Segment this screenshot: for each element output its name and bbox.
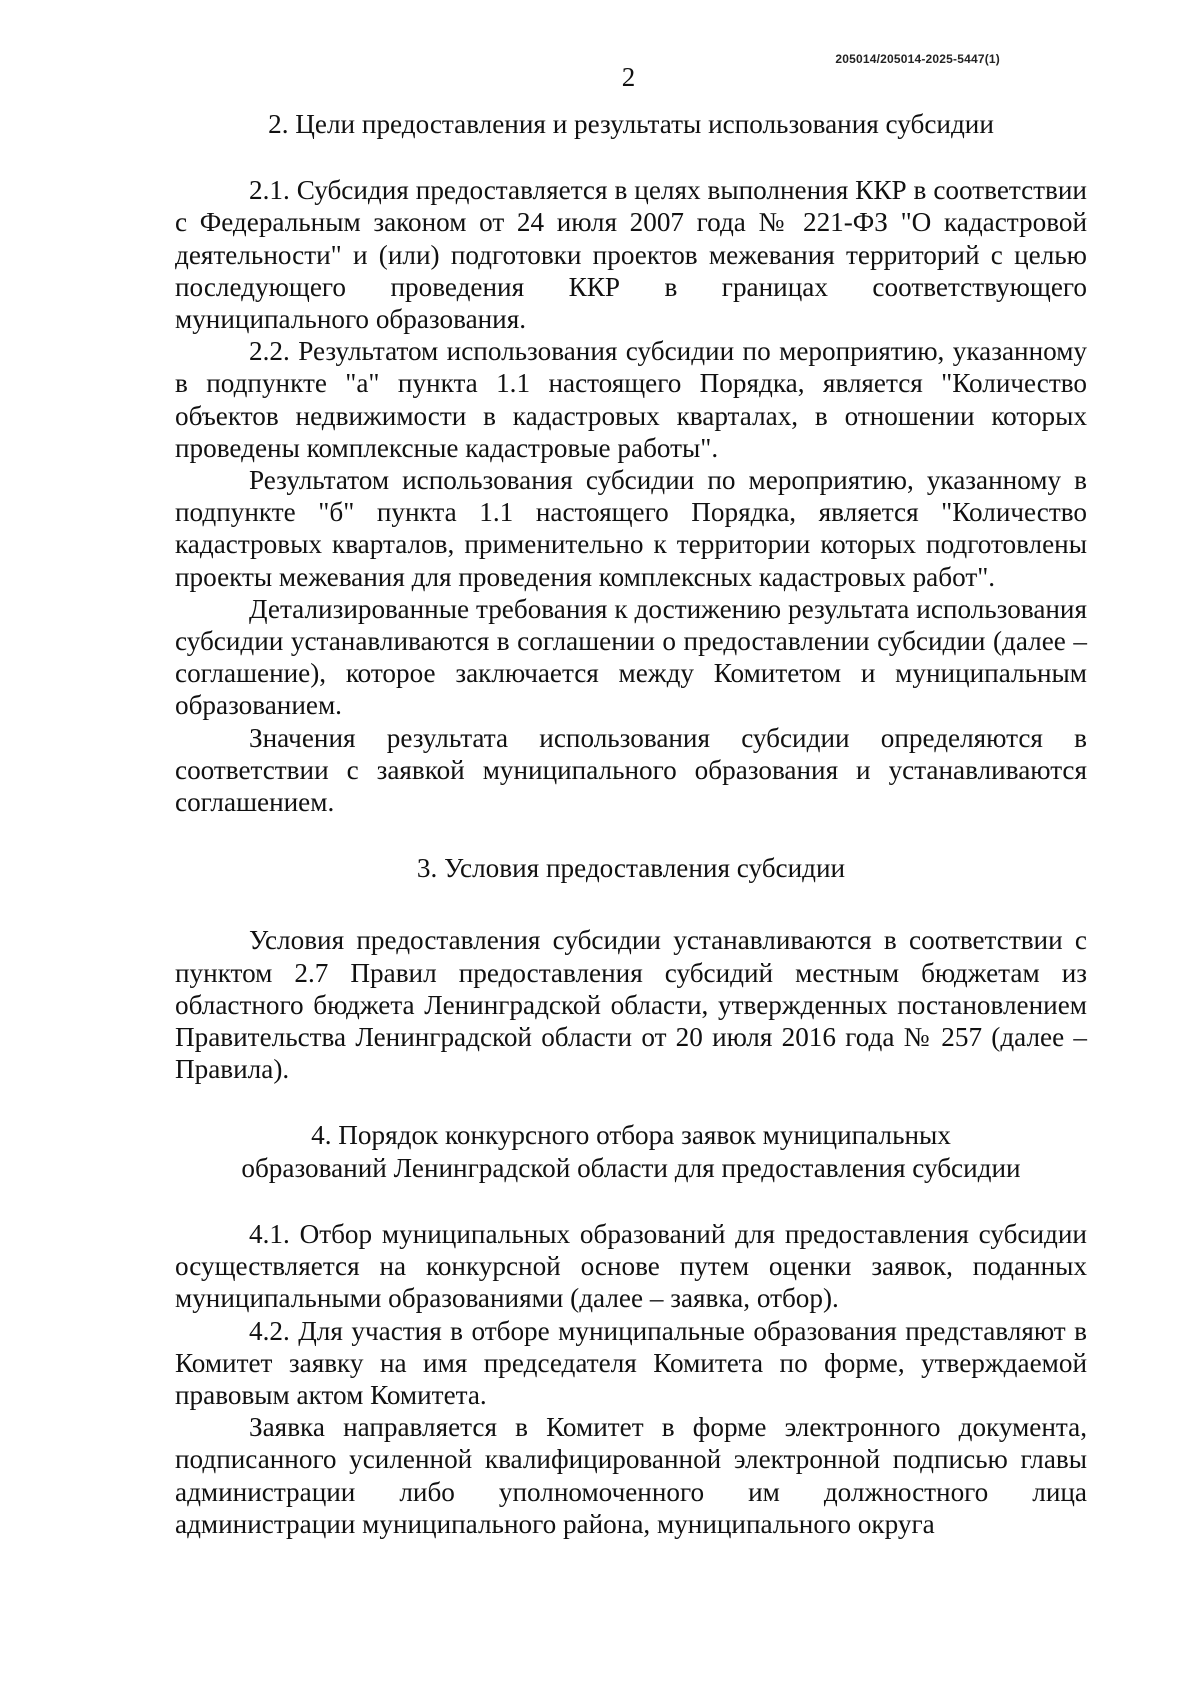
paragraph-2-2: 2.2. Результатом использования субсидии по мероприятию, указанному в подпункте "а" пункта 1.1 настоящего Порядка, является "Количество объектов недвижимости в кадастровых кварталах, в отношении которых проведены комплексные кадастровые работы". — [175, 336, 1087, 463]
document-id: 205014/205014-2025-5447(1) — [835, 52, 1000, 66]
section-4-title-line-2: образований Ленинградской области для предоставления субсидии — [241, 1152, 1021, 1183]
paragraph-2-details: Детализированные требования к достижению результата использования субсидии устанавливаются в соглашении о предоставлении субсидии (далее – соглашение), которое заключается между Комитетом и муниципальным образованием. — [175, 593, 1087, 721]
section-2-title: 2. Цели предоставления и результаты использования субсидии — [268, 109, 994, 139]
paragraph-4-2: 4.2. Для участия в отборе муниципальные образования представляют в Комитет заявку на имя председателя Комитета по форме, утверждаемой правовым актом Комитета. — [175, 1315, 1087, 1410]
paragraph-2-values: Значения результата использования субсидии определяются в соответствии с заявкой муниципального образования и устанавливаются соглашением. — [175, 722, 1087, 818]
paragraph-2-2-b: Результатом использования субсидии по мероприятию, указанному в подпункте "б" пункта 1.1 настоящего Порядка, является "Количество кадастровых кварталов, применительно к территории которых подготовлены проекты межевания для проведения комплексных кадастровых работ". — [175, 465, 1087, 592]
paragraph-3-conditions: Условия предоставления субсидии устанавливаются в соответствии с пунктом 2.7 Правил предоставления субсидий местным бюджетам из областного бюджета Ленинградской области, утвержденных постановлением Правительства Ленинградской области от 20 июля 2016 года № 257 (далее – Правила). — [175, 925, 1087, 1085]
section-4-title-line-1: 4. Порядок конкурсного отбора заявок муниципальных — [311, 1120, 951, 1151]
paragraph-4-1: 4.1. Отбор муниципальных образований для предоставления субсидии осуществляется на конкурсной основе путем оценки заявок, поданных муниципальными образованиями (далее – заявка, отбор). — [175, 1218, 1087, 1314]
page-number: 2 — [621, 62, 636, 92]
document-body — [175, 108, 1087, 1540]
paragraph-4-2-application: Заявка направляется в Комитет в форме электронного документа, подписанного усиленной квалифицированной электронной подписью главы администрации либо уполномоченного им должностного лица администрации муниципального района, муниципального округа — [175, 1412, 1087, 1539]
section-3-title: 3. Условия предоставления субсидии — [416, 853, 846, 884]
paragraph-2-1: 2.1. Субсидия предоставляется в целях выполнения ККР в соответствии с Федеральным законом от 24 июля 2007 года № 221-ФЗ "О кадастровой деятельности" и (или) подготовки проектов межевания территорий с целью последующего проведения ККР в границах соответствующего муниципального образования. — [175, 175, 1087, 335]
